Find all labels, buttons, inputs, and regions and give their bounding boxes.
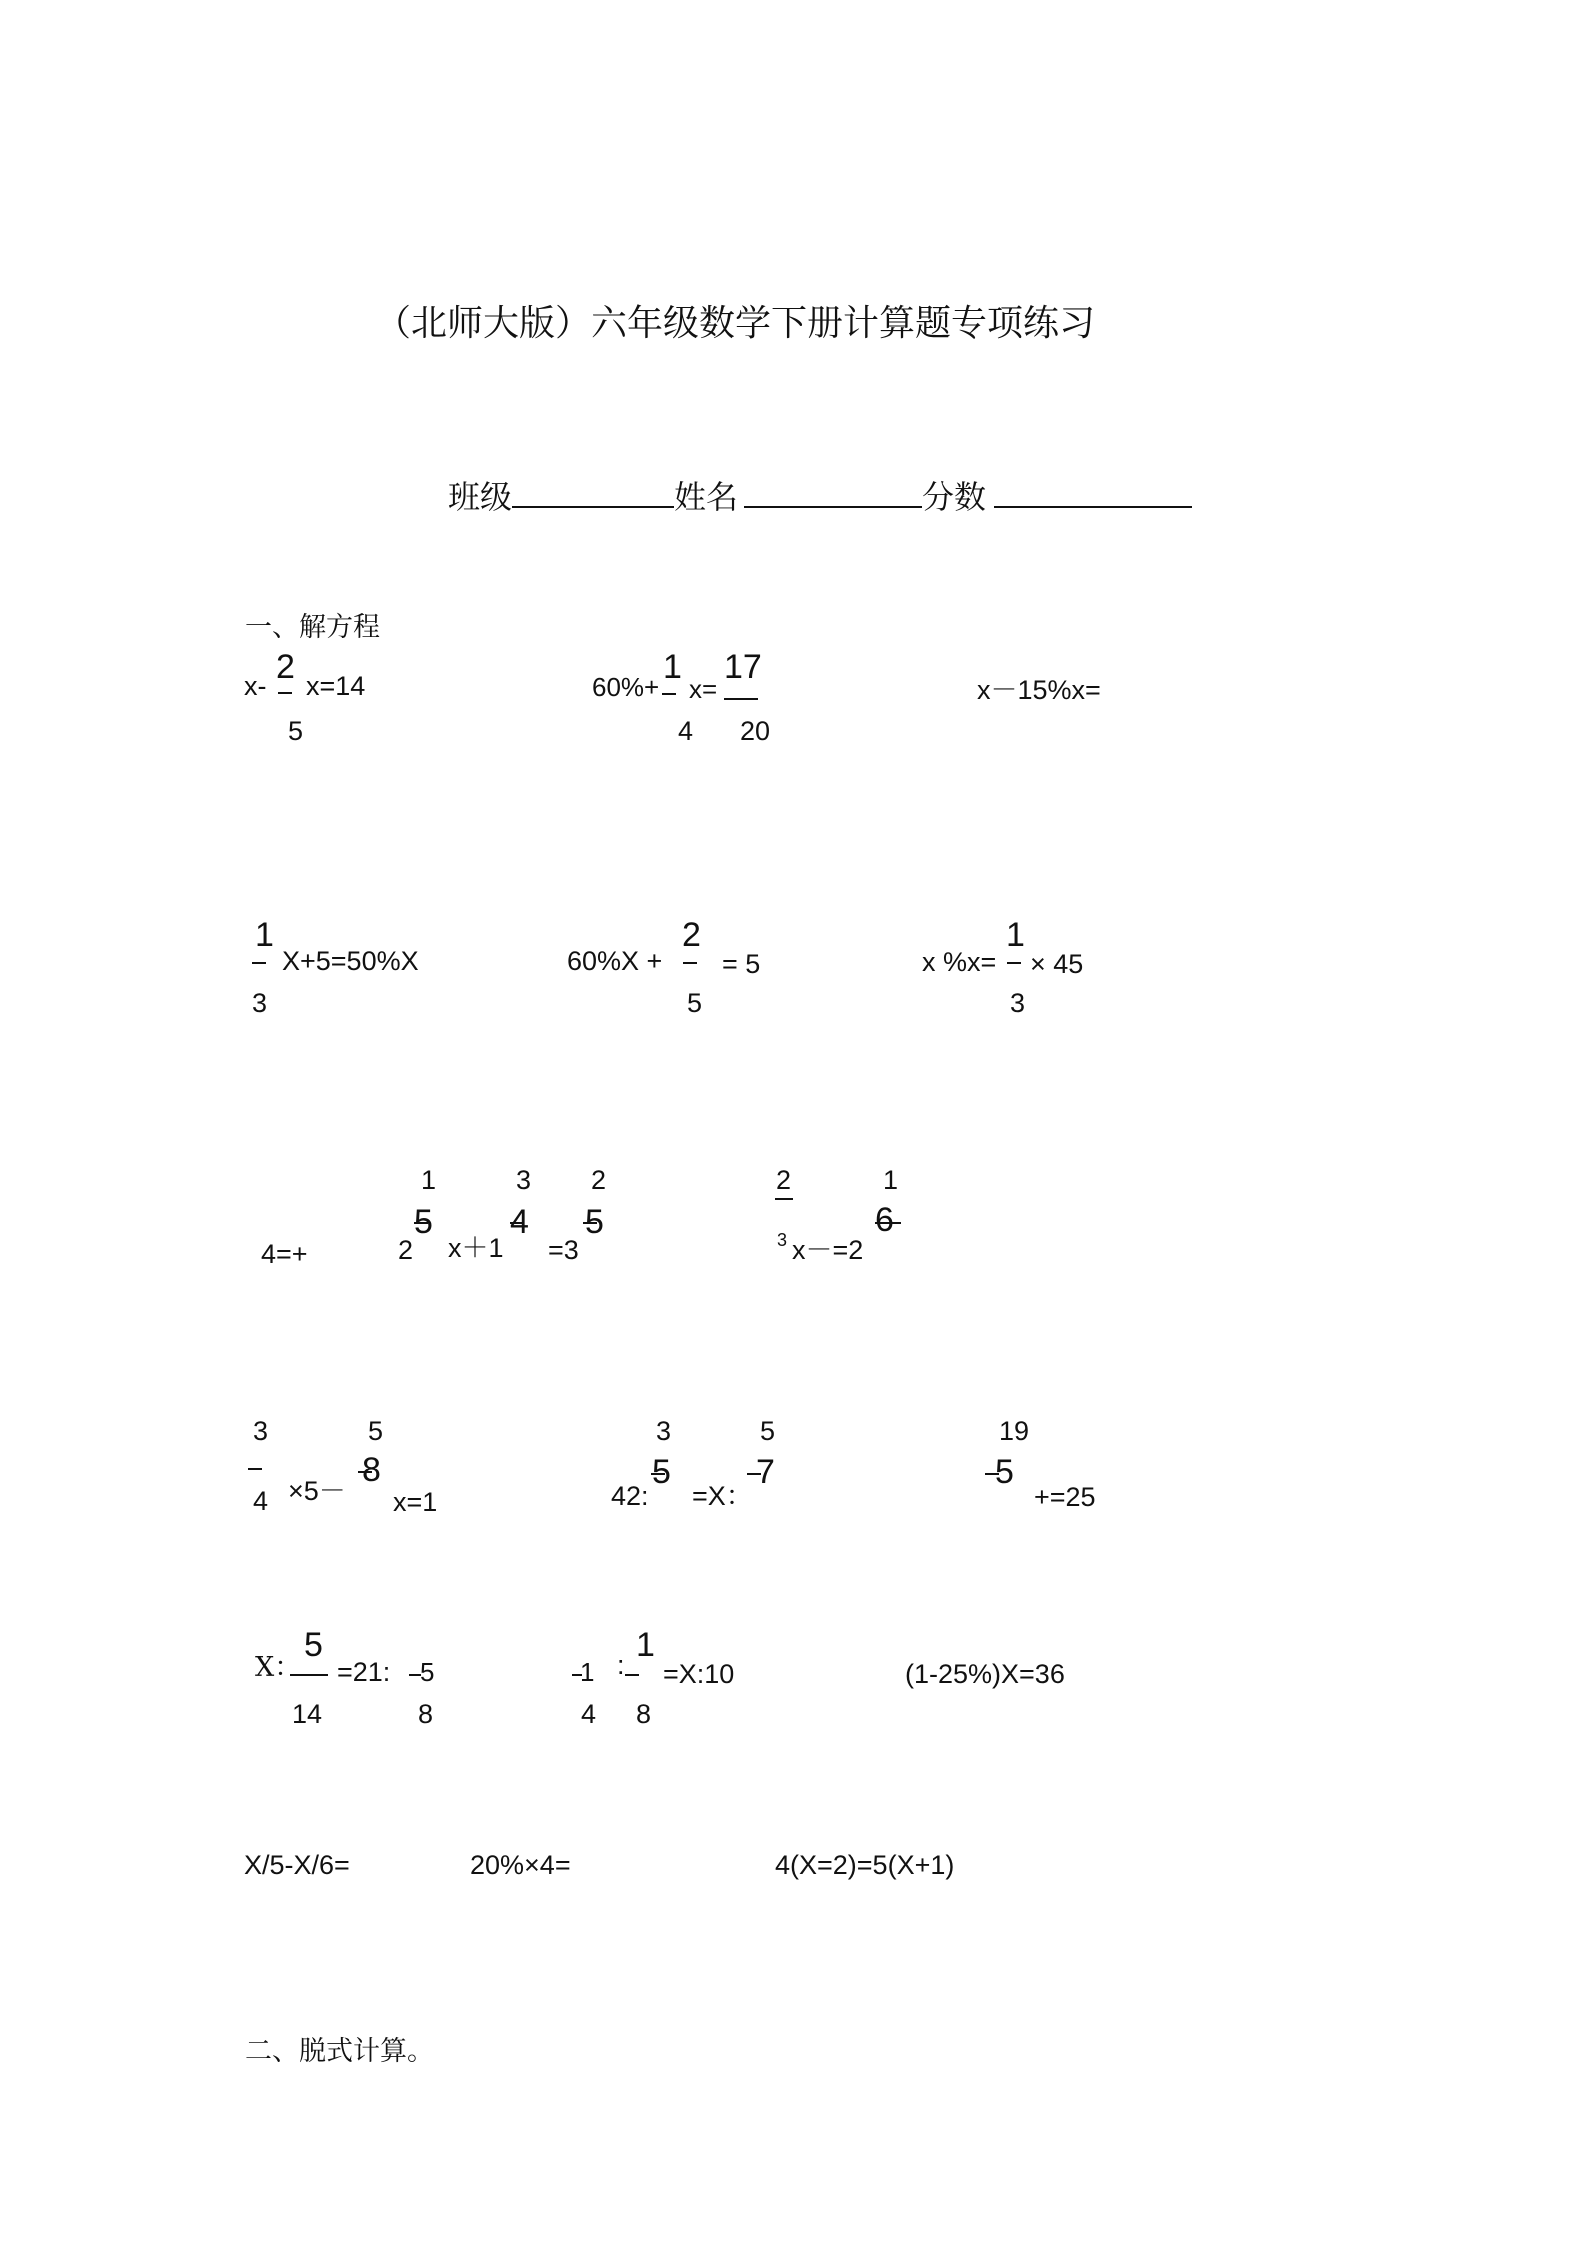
text: =21: bbox=[337, 1657, 391, 1687]
fraction-bar bbox=[662, 693, 676, 695]
fraction-numerator: 5 bbox=[304, 1626, 323, 1664]
fraction-denominator: 5 bbox=[995, 1453, 1014, 1491]
fraction-denominator: 3 bbox=[252, 988, 268, 1018]
fraction-numerator: 5 bbox=[368, 1416, 384, 1446]
fraction-denominator: 3 bbox=[1010, 988, 1026, 1018]
fraction-bar bbox=[252, 962, 266, 964]
text: = 5 bbox=[722, 949, 761, 979]
class-label: 班级 bbox=[448, 478, 513, 516]
fraction-numerator: 3 bbox=[253, 1416, 269, 1446]
problem-r6-b: 20%×4= bbox=[470, 1850, 571, 1880]
fraction-denominator: 14 bbox=[292, 1699, 323, 1729]
fraction-denominator: 7 bbox=[756, 1453, 775, 1491]
fraction-bar bbox=[290, 1674, 328, 1676]
text: 60%+ bbox=[592, 672, 660, 702]
fraction-bar bbox=[583, 1222, 597, 1224]
problem-r6-c: 4(X=2)=5(X+1) bbox=[775, 1850, 955, 1880]
text: X+5=50%X bbox=[282, 946, 419, 976]
text: x %x= bbox=[922, 947, 997, 977]
fraction-bar bbox=[414, 1222, 428, 1224]
fraction-denominator: 5 bbox=[687, 988, 703, 1018]
fraction-denominator: 8 bbox=[418, 1699, 434, 1729]
fraction-bar bbox=[875, 1222, 901, 1224]
fraction-bar bbox=[651, 1473, 665, 1475]
fraction-denominator: 5 bbox=[414, 1203, 433, 1241]
text: × 45 bbox=[1030, 949, 1084, 979]
text: 5 bbox=[420, 1657, 435, 1687]
fraction-denominator: 4 bbox=[581, 1699, 597, 1729]
text: =3 bbox=[548, 1235, 579, 1265]
section-heading-calculation: 二、脱式计算。 bbox=[245, 2036, 434, 2067]
fraction-bar bbox=[358, 1471, 372, 1473]
text: =X:10 bbox=[663, 1659, 735, 1689]
fraction-denominator: 4 bbox=[678, 716, 694, 746]
fraction-numerator: 19 bbox=[999, 1416, 1030, 1446]
name-label: 姓名 bbox=[674, 478, 739, 516]
fraction-bar bbox=[248, 1468, 262, 1470]
fraction-denominator: 8 bbox=[362, 1451, 381, 1489]
text: x= bbox=[689, 674, 718, 704]
fraction-denominator: 6 bbox=[875, 1201, 894, 1239]
fraction-numerator: 2 bbox=[591, 1165, 607, 1195]
fraction-denominator: 4 bbox=[510, 1203, 529, 1241]
text: x=1 bbox=[393, 1487, 438, 1517]
text: X： bbox=[255, 1652, 302, 1683]
fraction-denominator: 5 bbox=[652, 1453, 671, 1491]
text: : bbox=[617, 1650, 625, 1680]
fraction-numerator: 3 bbox=[656, 1416, 672, 1446]
score-label: 分数 bbox=[922, 478, 987, 516]
text: 60%X + bbox=[567, 946, 663, 976]
superscript: 3 bbox=[777, 1230, 788, 1250]
section-heading-equations: 一、解方程 bbox=[245, 612, 380, 643]
fraction-numerator: 1 bbox=[663, 648, 682, 686]
problem-r1-c: x－15%x= bbox=[977, 675, 1101, 705]
fraction-numerator: 17 bbox=[724, 648, 762, 686]
fraction-denominator: 8 bbox=[636, 1699, 652, 1729]
text: 42: bbox=[611, 1481, 649, 1511]
fraction-numerator: 1 bbox=[255, 916, 274, 954]
fraction-denominator: 5 bbox=[288, 716, 304, 746]
fraction-bar bbox=[985, 1473, 999, 1475]
text: 4=+ bbox=[261, 1239, 308, 1269]
fraction-numerator: 1 bbox=[883, 1165, 899, 1195]
fraction-bar bbox=[724, 698, 758, 700]
fraction-numerator: 1 bbox=[636, 1626, 655, 1664]
text: =X： bbox=[692, 1481, 753, 1511]
text: x－=2 bbox=[792, 1235, 864, 1265]
fraction-bar bbox=[747, 1473, 761, 1475]
fraction-bar bbox=[775, 1198, 793, 1200]
fraction-numerator: 1 bbox=[421, 1165, 437, 1195]
text: x- bbox=[244, 671, 267, 701]
fraction-bar bbox=[625, 1674, 639, 1676]
page-title: （北师大版）六年级数学下册计算题专项练习 bbox=[375, 303, 1096, 344]
fraction-bar bbox=[278, 692, 292, 694]
fraction-numerator: 5 bbox=[760, 1416, 776, 1446]
text: 2 bbox=[398, 1235, 414, 1265]
text: x＋1 bbox=[448, 1233, 504, 1263]
fraction-bar bbox=[683, 962, 697, 964]
problem-r6-a: X/5-X/6= bbox=[244, 1850, 350, 1880]
name-blank[interactable] bbox=[744, 505, 922, 508]
fraction-numerator: 3 bbox=[516, 1165, 532, 1195]
fraction-denominator: 20 bbox=[740, 716, 771, 746]
text: x=14 bbox=[306, 671, 366, 701]
fraction-bar bbox=[510, 1222, 524, 1224]
info-line bbox=[448, 478, 1192, 516]
problem-r5-c: (1-25%)X=36 bbox=[905, 1659, 1065, 1689]
text: +=25 bbox=[1034, 1482, 1096, 1512]
text: 1 bbox=[580, 1657, 595, 1687]
fraction-denominator: 4 bbox=[253, 1486, 269, 1516]
text: ×5－ bbox=[288, 1476, 346, 1506]
score-blank[interactable] bbox=[994, 505, 1192, 508]
fraction-numerator: 2 bbox=[776, 1165, 792, 1195]
fraction-numerator: 1 bbox=[1006, 916, 1025, 954]
fraction-numerator: 2 bbox=[682, 916, 701, 954]
fraction-bar bbox=[1007, 962, 1021, 964]
fraction-numerator: 2 bbox=[276, 648, 295, 686]
fraction-denominator: 5 bbox=[585, 1203, 604, 1241]
class-blank[interactable] bbox=[512, 505, 674, 508]
